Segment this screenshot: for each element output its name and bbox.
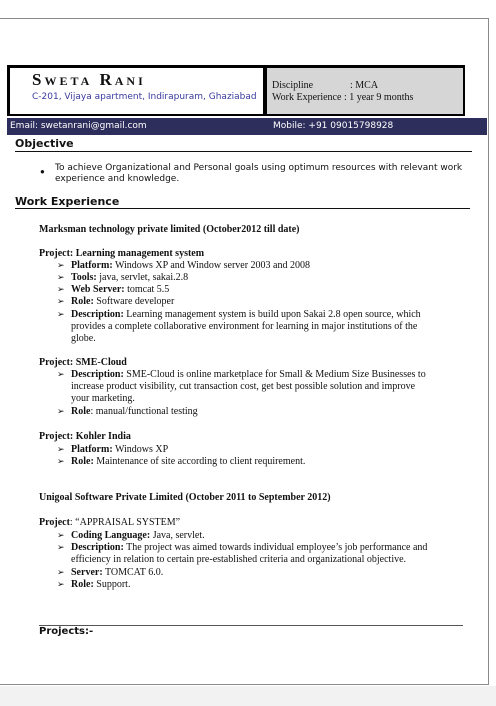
project-1-tools: Tools: java, servlet, sakai.2.8 [71,272,189,283]
page-shadow [0,686,496,706]
company-2: Unigoal Software Private Limited (October 2011 to September 2012) [39,492,331,503]
project-2-description: Description: SME-Cloud is online marketplace for Small & Medium Size Businesses to [71,369,426,380]
project-1-role: Role: Software developer [71,296,175,307]
arrow-bullet-icon: ➢ [57,273,65,283]
project-4-server: Server: TOMCAT 6.0. [71,567,164,578]
candidate-name: Sweta Rani [32,70,146,89]
arrow-bullet-icon: ➢ [57,445,65,455]
objective-rule [15,151,472,152]
arrow-bullet-icon: ➢ [57,310,65,320]
project-4-role: Role: Support. [71,579,131,590]
project-2-description-line-2: increase product visibility, cut transaction cost, get best possible solution and improve [71,381,416,392]
address: C-201, Vijaya apartment, Indirapuram, Ghaziabad [32,92,257,102]
arrow-bullet-icon: ➢ [57,261,65,271]
objective-text: To achieve Organizational and Personal goals using optimum resources with relevant work experience and knowledge. [55,163,463,184]
arrow-bullet-icon: ➢ [57,370,65,380]
page-border-right [488,18,489,684]
arrow-bullet-icon: ➢ [57,407,65,417]
project-2-description-line-3: your marketing. [71,393,135,404]
arrow-bullet-icon: ➢ [57,285,65,295]
arrow-bullet-icon: ➢ [57,543,65,553]
arrow-bullet-icon: ➢ [57,297,65,307]
page-border-bottom [0,684,489,685]
discipline-panel [267,68,463,114]
page-border-top [0,18,488,19]
arrow-bullet-icon: ➢ [57,531,65,541]
project-1-description-line-3: globe. [71,333,96,344]
project-1-description-line-2: provides a complete collaborative environment for learning in major institutions of the [71,321,418,332]
work-experience-rule [15,208,470,209]
experience-summary: Work Experience : 1 year 9 months [272,92,414,103]
project-4-title: Project: “APPRAISAL SYSTEM” [39,517,181,528]
project-4-description: Description: The project was aimed towards individual employee’s job performance and [71,542,428,553]
objective-title: Objective [15,137,74,150]
email[interactable]: Email: swetanrani@gmail.com [10,121,147,131]
bullet-icon: ● [40,167,45,176]
discipline-value: : MCA [350,80,379,91]
arrow-bullet-icon: ➢ [57,457,65,467]
arrow-bullet-icon: ➢ [57,580,65,590]
project-4-description-line-2: efficiency in relation to certain pre-established criteria and organizational objective. [71,554,407,565]
company-1: Marksman technology private limited (October2012 till date) [39,224,300,235]
discipline-label: Discipline [272,80,314,91]
projects-title: Projects:- [39,626,94,637]
work-experience-title: Work Experience [15,195,120,208]
project-2-role: Role: manual/functional testing [71,406,198,417]
project-3-role: Role: Maintenance of site according to client requirement. [71,456,306,467]
project-3-title: Project: Kohler India [39,431,131,442]
project-1-server: Web Server: tomcat 5.5 [71,284,170,295]
projects-rule [39,625,463,626]
project-1-platform: Platform: Windows XP and Window server 2003 and 2008 [71,260,310,271]
project-1-title: Project: Learning management system [39,248,205,259]
project-2-title: Project: SME-Cloud [39,357,127,368]
project-4-coding-language: Coding Language: Java, servlet. [71,530,205,541]
discipline-line [272,80,379,91]
project-3-platform: Platform: Windows XP [71,444,169,455]
mobile: Mobile: +91 09015798928 [273,121,394,131]
project-1-description: Description: Learning management system is build upon Sakai 2.8 open source, which [71,309,421,320]
arrow-bullet-icon: ➢ [57,568,65,578]
